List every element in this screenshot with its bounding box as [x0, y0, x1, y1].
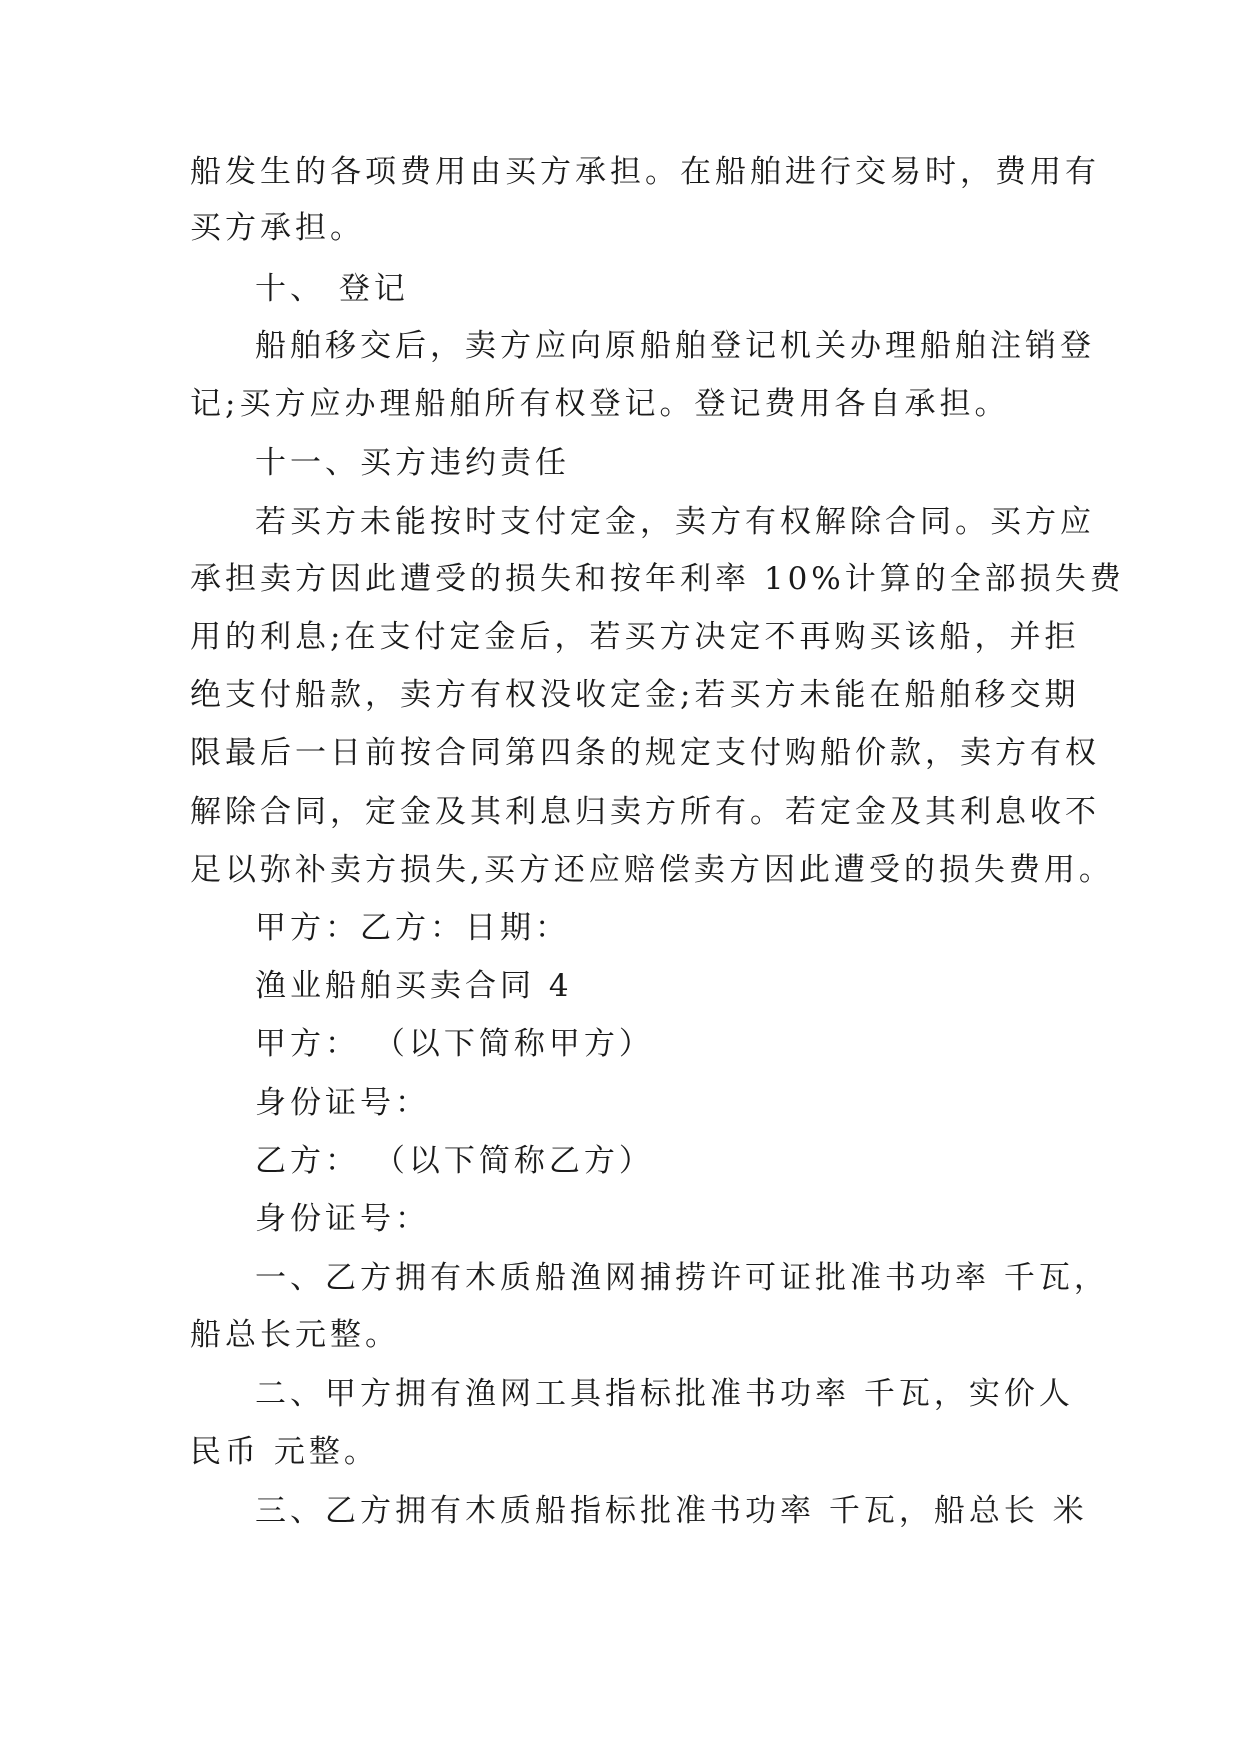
paragraph-line: 承担卖方因此遭受的损失和按年利率 10%计算的全部损失费 [190, 561, 1125, 597]
clause-line: 一、乙方拥有木质船渔网捕捞许可证批准书功率 千瓦， [255, 1260, 1109, 1296]
paragraph-line: 船舶移交后，卖方应向原船舶登记机关办理船舶注销登 [255, 328, 1095, 364]
paragraph-line: 用的利息;在支付定金后，若买方决定不再购买该船，并拒 [190, 619, 1080, 655]
paragraph-line: 记;买方应办理船舶所有权登记。登记费用各自承担。 [190, 386, 1010, 422]
paragraph-line: 足以弥补卖方损失,买方还应赔偿卖方因此遭受的损失费用。 [190, 852, 1114, 888]
clause-line: 二、甲方拥有渔网工具指标批准书功率 千瓦，实价人 [255, 1376, 1074, 1412]
party-b-line: 乙方： （以下简称乙方） [255, 1143, 654, 1179]
paragraph-line: 买方承担。 [190, 210, 365, 246]
clause-line: 船总长元整。 [190, 1317, 400, 1353]
clause-line: 三、乙方拥有木质船指标批准书功率 千瓦，船总长 米 [255, 1493, 1088, 1529]
paragraph-line: 限最后一日前按合同第四条的规定支付购船价款，卖方有权 [190, 735, 1100, 771]
paragraph-line: 若买方未能按时支付定金，卖方有权解除合同。买方应 [255, 504, 1095, 540]
paragraph-line: 绝支付船款，卖方有权没收定金;若买方未能在船舶移交期 [190, 677, 1080, 713]
party-a-line: 甲方： （以下简称甲方） [255, 1026, 654, 1062]
id-number-line: 身份证号： [255, 1085, 430, 1121]
section-heading: 十一、买方违约责任 [255, 445, 570, 481]
clause-line: 民币 元整。 [190, 1434, 379, 1470]
document-title: 渔业船舶买卖合同 4 [255, 968, 573, 1004]
paragraph-line: 解除合同，定金及其利息归卖方所有。若定金及其利息收不 [190, 794, 1100, 830]
section-heading: 十、 登记 [255, 271, 409, 307]
signature-line: 甲方：乙方：日期： [255, 910, 570, 946]
paragraph-line: 船发生的各项费用由买方承担。在船舶进行交易时，费用有 [190, 154, 1100, 190]
id-number-line: 身份证号： [255, 1201, 430, 1237]
